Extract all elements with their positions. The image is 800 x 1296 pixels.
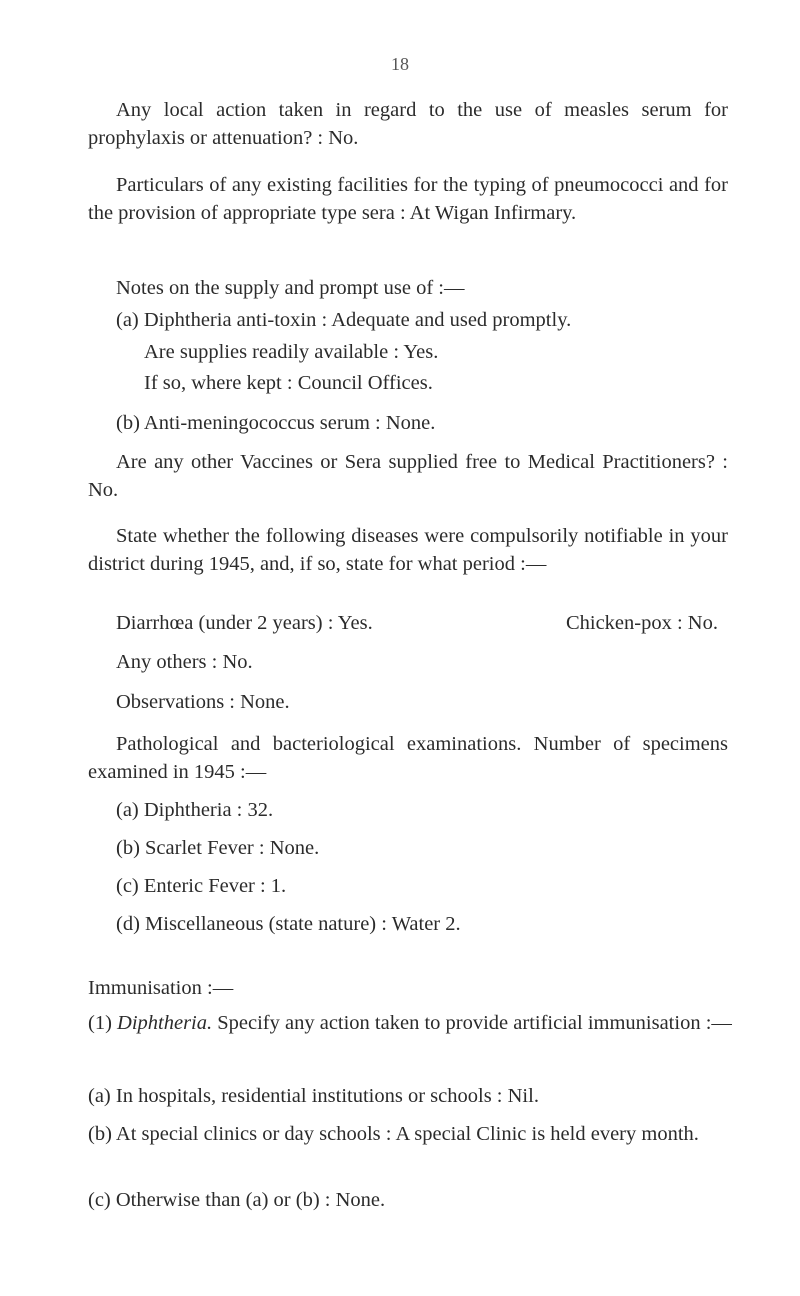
diarrhoea-line: Diarrhœa (under 2 years) : Yes.	[116, 612, 373, 634]
page-number: 18	[391, 54, 409, 74]
any-others-line: Any others : No.	[116, 651, 253, 673]
path-misc-line: (d) Miscellaneous (state nature) : Water 2.	[116, 913, 461, 935]
chicken-pox-line: Chicken-pox : No.	[565, 612, 718, 634]
path-scarlet-line: (b) Scarlet Fever : None.	[116, 837, 320, 859]
immunisation-item-1	[88, 1009, 756, 1037]
notes-heading: Notes on the supply and prompt use of :—	[116, 277, 465, 299]
pneumococci-paragraph: Particulars of any existing facilities for the typing of pneumococci and for the provision of appropriate type sera : At Wigan Infirmary.	[88, 174, 728, 224]
item1-number: (1)	[88, 1012, 112, 1034]
item1-italic: Diphtheria.	[117, 1012, 213, 1034]
immunisation-b-line: (b) At special clinics or day schools : A special Clinic is held every month.	[88, 1123, 699, 1145]
notifiable-paragraph: State whether the following diseases were compulsorily notifiable in your district during 1945, and, if so, state for what period :—	[88, 525, 728, 575]
path-enteric-line: (c) Enteric Fever : 1.	[116, 875, 287, 897]
supplies-available-line: Are supplies readily available : Yes.	[144, 341, 439, 363]
immunisation-heading: Immunisation :—	[88, 977, 234, 999]
other-vaccines-paragraph: Are any other Vaccines or Sera supplied free to Medical Practitioners? : No.	[88, 451, 728, 501]
where-kept-line: If so, where kept : Council Offices.	[144, 372, 433, 394]
item1-rest: Specify any action taken to provide artificial immunisation :—	[217, 1012, 732, 1034]
notifiable-row	[88, 609, 756, 637]
diphtheria-antitoxin-line: (a) Diphtheria anti-toxin : Adequate and used promptly.	[116, 309, 572, 331]
measles-paragraph: Any local action taken in regard to the use of measles serum for prophylaxis or attenuation? : No.	[88, 99, 728, 149]
pathological-paragraph: Pathological and bacteriological examinations. Number of specimens examined in 1945 :—	[88, 733, 728, 783]
immunisation-a-line: (a) In hospitals, residential institutions or schools : Nil.	[88, 1085, 539, 1107]
observations-line: Observations : None.	[116, 691, 290, 713]
meningococcus-line: (b) Anti-meningococcus serum : None.	[116, 412, 436, 434]
path-diphtheria-line: (a) Diphtheria : 32.	[116, 799, 274, 821]
immunisation-c-line: (c) Otherwise than (a) or (b) : None.	[88, 1189, 386, 1211]
